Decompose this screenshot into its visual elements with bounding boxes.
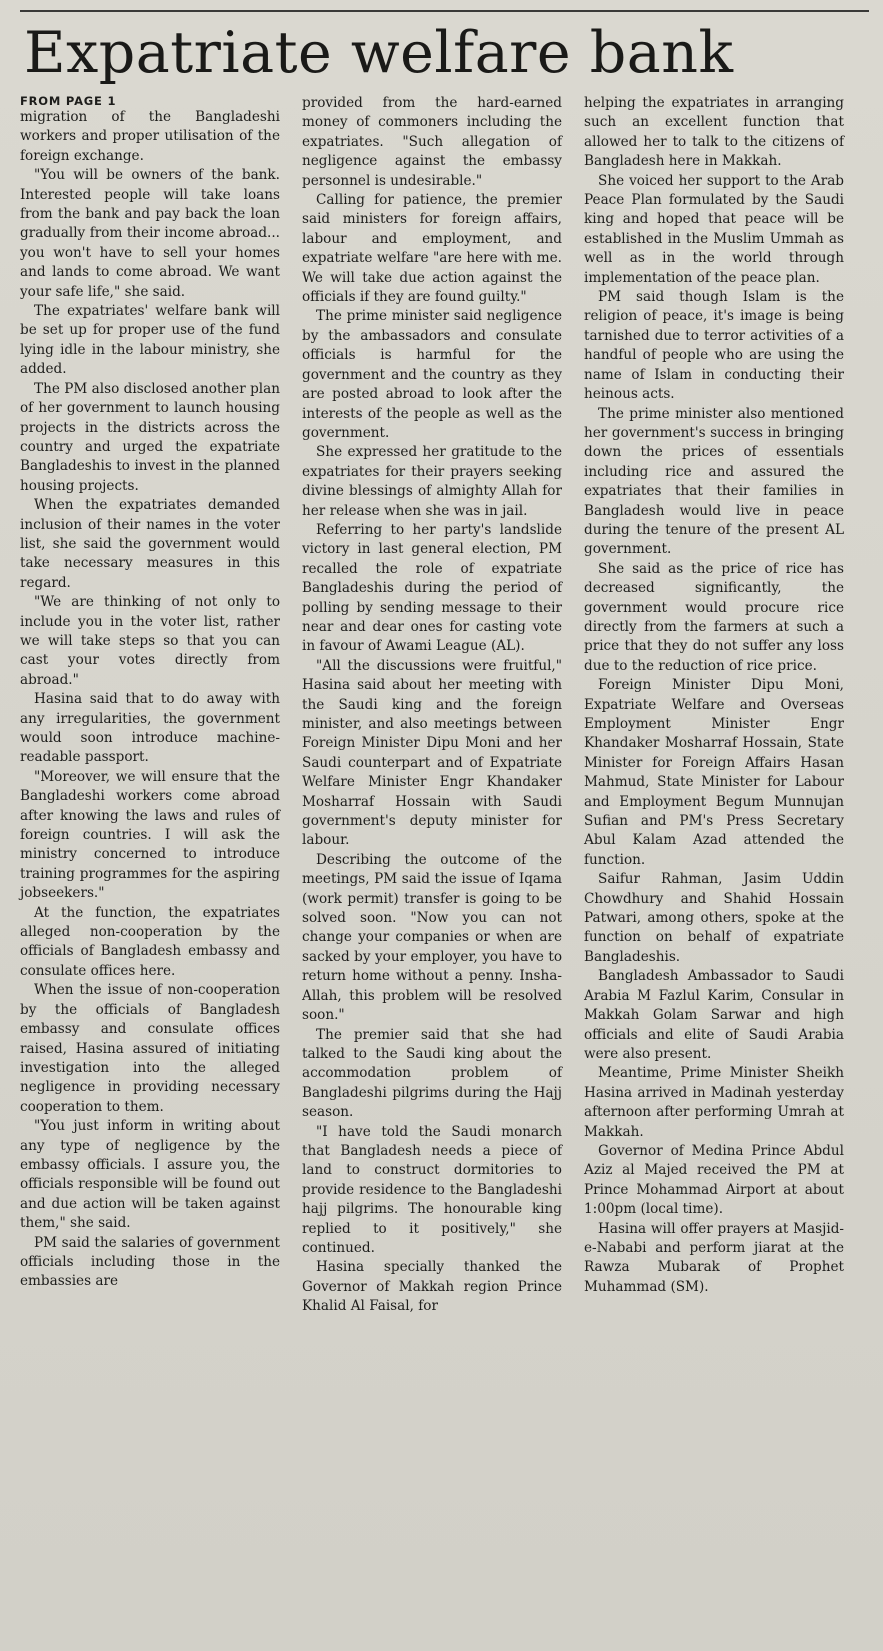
column-2 [302, 94, 562, 1317]
paragraph: "You just inform in writing about any type of negligence by the embassy officials. I assure you, the officials responsible will be found out and due action will be taken against them," she said. [20, 1118, 280, 1232]
paragraph: migration of the Bangladeshi workers and proper utilisation of the foreign exchange. [20, 109, 280, 164]
paragraph: Describing the outcome of the meetings, PM said the issue of Iqama (work permit) transfer is going to be solved soon. "Now you can not change your companies or when are sacked by your employer, you have to return home without a penny. Insha-Allah, this problem will be resolved soon." [302, 851, 562, 1024]
paragraph: "All the discussions were fruitful," Hasina said about her meeting with the Saudi king and the foreign minister, and also meetings between Foreign Minister Dipu Moni and her Saudi counterpart and of Expatriate Welfare Minister Engr Khandaker Mosharraf Hossain with Saudi government's deputy minister for labour. [302, 657, 562, 849]
paragraph: "We are thinking of not only to include you in the voter list, rather we will take steps so that you can cast your votes directly from abroad." [20, 594, 280, 688]
paragraph: At the function, the expatriates alleged non-cooperation by the officials of Bangladesh embassy and consulate offices here. [20, 904, 280, 979]
top-rule [20, 10, 869, 12]
paragraph: Meantime, Prime Minister Sheikh Hasina arrived in Madinah yesterday afternoon after performing Umrah at Makkah. [584, 1065, 844, 1140]
paragraph: Foreign Minister Dipu Moni, Expatriate Welfare and Overseas Employment Minister Engr Khandaker Mosharraf Hossain, State Minister for Foreign Affairs Hasan Mahmud, State Minister for Labour and Employment Begum Munnujan Sufian and PM's Press Secretary Abul Kalam Azad attended the function. [584, 677, 844, 868]
paragraph: "I have told the Saudi monarch that Bangladesh needs a piece of land to construct dormitories to provide residence to the Bangladeshi hajj pilgrims. The honourable king replied to it positively," she continued. [302, 1123, 562, 1256]
paragraph: She voiced her support to the Arab Peace Plan formulated by the Saudi king and hoped that peace will be established in the Muslim Ummah as well as in the world through implementation of the peace plan. [584, 172, 844, 286]
headline: Expatriate welfare bank [24, 20, 734, 86]
continuation-kicker: FROM PAGE 1 [20, 94, 117, 108]
paragraph: The expatriates' welfare bank will be set up for proper use of the fund lying idle in the labour ministry, she added. [20, 303, 280, 378]
paragraph: When the issue of non-cooperation by the officials of Bangladesh embassy and consulate offices raised, Hasina assured of initiating investigation into the alleged negligence in providing necessary cooperation to them. [20, 982, 280, 1115]
paragraph: Governor of Medina Prince Abdul Aziz al Majed received the PM at Prince Mohammad Airport at about 1:00pm (local time). [584, 1142, 844, 1218]
paragraph: The premier said that she had talked to the Saudi king about the accommodation problem of Bangladeshi pilgrims during the Hajj season. [302, 1026, 562, 1121]
paragraph: Hasina said that to do away with any irregularities, the government would soon introduce machine-readable passport. [20, 691, 280, 766]
paragraph: Calling for patience, the premier said ministers for foreign affairs, labour and employment, and expatriate welfare "are here with me. We will take due action against the officials if they are found guilty." [302, 192, 562, 306]
paragraph: helping the expatriates in arranging such an excellent function that allowed her to talk to the citizens of Bangladesh here in Makkah. [584, 95, 844, 170]
paragraph: PM said though Islam is the religion of peace, it's image is being tarnished due to terror activities of a handful of people who are using the name of Islam in conducting their heinous acts. [584, 289, 844, 403]
paragraph: "Moreover, we will ensure that the Bangladeshi workers come abroad after knowing the laws and rules of foreign countries. I will ask the ministry concerned to introduce training programmes for the aspiring jobseekers." [20, 768, 280, 902]
paragraph: PM said the salaries of government officials including those in the embassies are [20, 1234, 280, 1290]
paragraph: The PM also disclosed another plan of her government to launch housing projects in the districts across the country and urged the expatriate Bangladeshis to invest in the planned housing projects. [20, 380, 280, 494]
paragraph: Saifur Rahman, Jasim Uddin Chowdhury and Shahid Hossain Patwari, among others, spoke at the function on behalf of expatriate Bangladeshis. [584, 871, 844, 965]
paragraph: She expressed her gratitude to the expatriates for their prayers seeking divine blessings of almighty Allah for her release when she was in jail. [302, 444, 562, 519]
paragraph: When the expatriates demanded inclusion of their names in the voter list, she said the government would take necessary measures in this regard. [20, 497, 280, 591]
article-body [20, 94, 869, 1317]
paragraph: The prime minister also mentioned her government's success in bringing down the prices of essentials including rice and assured the expatriates that their families in Bangladesh would live in peace during the tenure of the present AL government. [584, 405, 844, 558]
paragraph: Bangladesh Ambassador to Saudi Arabia M Fazlul Karim, Consular in Makkah Golam Sarwar and high officials and elite of Saudi Arabia were also present. [584, 968, 844, 1062]
column-1 [20, 94, 280, 1317]
paragraph: The prime minister said negligence by the ambassadors and consulate officials is harmful for the government and the country as they are posted abroad to look after the interests of the people as well as the government. [302, 308, 562, 441]
paragraph: She said as the price of rice has decreased significantly, the government would procure rice directly from the farmers at such a price that they do not suffer any loss due to the reduction of rice price. [584, 560, 844, 674]
paragraph: "You will be owners of the bank. Interested people will take loans from the bank and pay back the loan gradually from their income abroad... you won't have to sell your homes and lands to come abroad. We want your safe life," she said. [20, 167, 280, 300]
paragraph: Hasina specially thanked the Governor of Makkah region Prince Khalid Al Faisal, for [302, 1259, 562, 1315]
paragraph: Hasina will offer prayers at Masjid-e-Nababi and perform jiarat at the Rawza Mubarak of Prophet Muhammad (SM). [584, 1220, 844, 1295]
paragraph: Referring to her party's landslide victory in last general election, PM recalled the role of expatriate Bangladeshis during the period of polling by sending message to their near and dear ones for casting vote in favour of Awami League (AL). [302, 521, 562, 655]
column-3 [584, 94, 844, 1317]
paragraph: provided from the hard-earned money of commoners including the expatriates. "Such allegation of negligence against the embassy personnel is undesirable." [302, 95, 562, 189]
